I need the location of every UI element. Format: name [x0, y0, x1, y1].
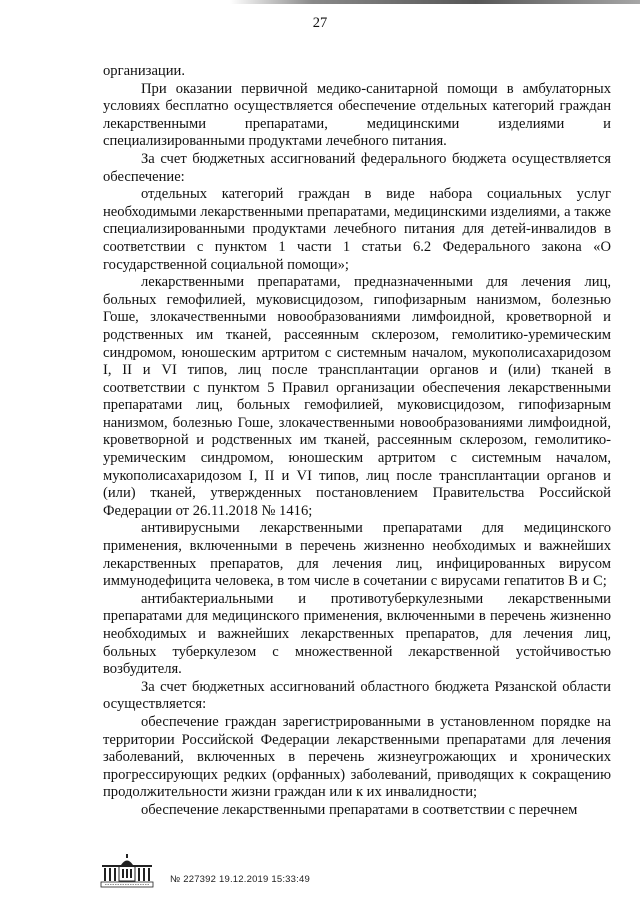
- paragraph: лекарственными препаратами, предназначенными для лечения лиц, больных гемофилией, муковисцидозом, гипофизарным нанизмом, болезнью Гоше, злокачественными новообразованиями лимфоидной, кроветворной и родственных им тканей, рассеянным склерозом, гемолитико-уремическим синдромом, юношеским артритом с системным началом, мукополисахаридозом I, II и VI типов, лиц после трансплантации органов и (или) тканей в соответствии с пунктом 5 Правил организации обеспечения лекарственными препаратами лиц, больных гемофилией, муковисцидозом, гипофизарным нанизмом, болезнью Гоше, злокачественными новообразованиями лимфоидной, кроветворной и родственных им тканей, рассеянным склерозом, гемолитико-уремическим синдромом, юношеским артритом с системным началом, мукополисахаридозом I, II и VI типов, лиц после трансплантации органов и (или) тканей, утвержденных постановлением Правительства Российской Федерации от 26.11.2018 № 1416;: [103, 274, 611, 519]
- registration-stamp: № 227392 19.12.2019 15:33:49: [170, 874, 310, 885]
- paragraph: антибактериальными и противотуберкулезными лекарственными препаратами для медицинского применения, включенными в перечень жизненно необходимых и важнейших лекарственных препаратов, для лечения лиц, больных туберкулезом с множественной лекарственной устойчивостью возбудителя.: [103, 590, 611, 678]
- paragraph: За счет бюджетных ассигнований федерального бюджета осуществляется обеспечение:: [103, 150, 611, 185]
- paragraph: обеспечение лекарственными препаратами в соответствии с перечнем: [141, 801, 578, 818]
- paragraph: При оказании первичной медико-санитарной помощи в амбулаторных условиях бесплатно осуществляется обеспечение отдельных категорий граждан лекарственными препаратами, медицинскими изделиями и специализированными продуктами лечебного питания.: [103, 80, 611, 150]
- paragraph: обеспечение граждан зарегистрированными в установленном порядке на территории Российской Федерации лекарственными препаратами для лечения заболеваний, включенных в перечень жизнеугрожающих и хронических прогрессирующих редких (орфанных) заболеваний, приводящих к сокращению продолжительности жизни граждан или к их инвалидности;: [103, 713, 611, 801]
- paragraph: антивирусными лекарственными препаратами для медицинского применения, включенными в перечень жизненно необходимых и важнейших лекарственных препаратов, для лечения лиц, инфицированных вирусом иммунодефицита человека, в том числе в сочетании с вирусами гепатитов В и С;: [103, 520, 611, 590]
- document-footer: [100, 854, 600, 894]
- scan-edge: [230, 0, 640, 4]
- page-number: 27: [312, 15, 328, 31]
- paragraph: организации.: [103, 63, 185, 79]
- paragraph: За счет бюджетных ассигнований областного бюджета Рязанской области осуществляется:: [103, 678, 611, 713]
- government-stamp-icon: [100, 854, 154, 888]
- paragraph: отдельных категорий граждан в виде набора социальных услуг необходимыми лекарственными препаратами, медицинскими изделиями, а также специализированными продуктами лечебного питания для детей-инвалидов в соответствии с пунктом 1 части 1 статьи 6.2 Федерального закона «О государственной социальной помощи»;: [103, 186, 611, 273]
- document-body: [103, 63, 611, 820]
